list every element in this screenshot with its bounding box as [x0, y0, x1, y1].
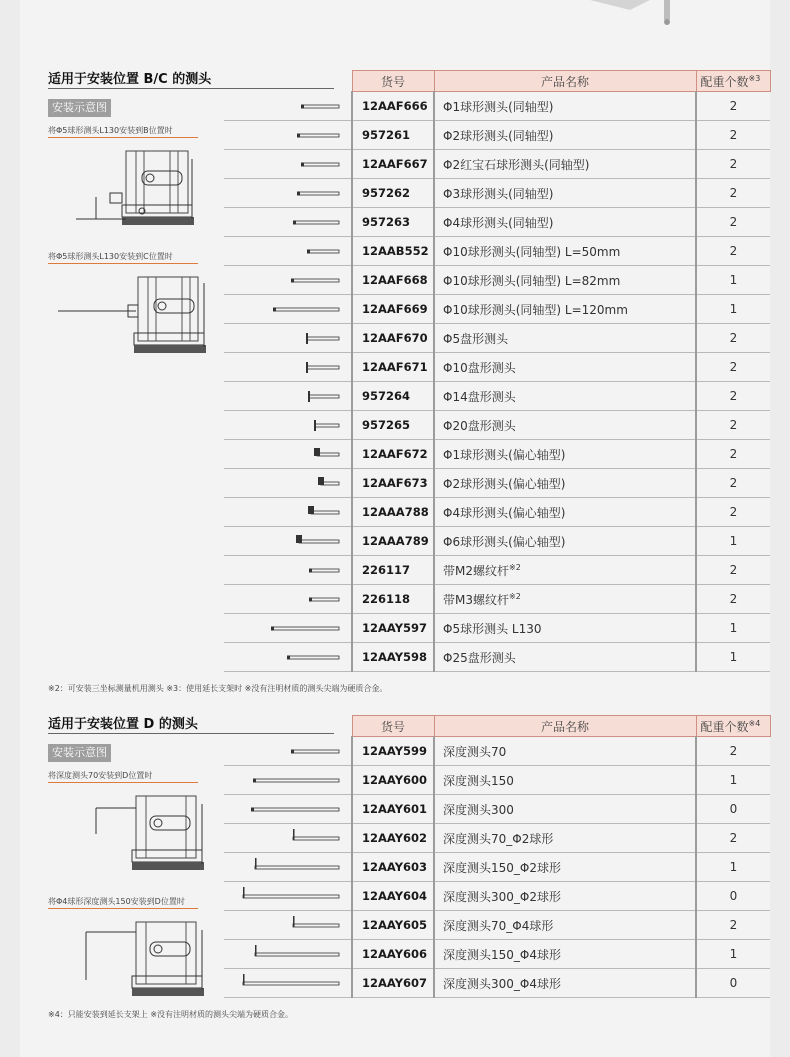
- product-name-cell: [434, 469, 696, 498]
- product-code: 12AAF666: [352, 92, 434, 121]
- section-bc: [48, 62, 770, 702]
- probe-icon: [241, 184, 341, 202]
- probe-icon: [241, 619, 341, 637]
- probe-image-cell: [224, 585, 352, 614]
- product-name: Φ10球形测头(同轴型) L=120mm: [443, 302, 628, 317]
- table-row: [224, 882, 770, 911]
- table-row: [224, 766, 770, 795]
- product-name: 深度测头70: [443, 744, 507, 759]
- weight-count: 2: [696, 469, 770, 498]
- header-count: [696, 716, 770, 737]
- probe-icon: [241, 242, 341, 260]
- product-name: Φ5盘形测头: [443, 331, 509, 346]
- product-name: 带M2螺纹杆: [443, 563, 509, 578]
- footnote-ref: ※2: [509, 591, 521, 601]
- weight-count: 0: [696, 969, 770, 998]
- probe-image-cell: [224, 121, 352, 150]
- product-code: 957265: [352, 411, 434, 440]
- probe-image-cell: [224, 853, 352, 882]
- product-code: 12AAY605: [352, 911, 434, 940]
- product-name: Φ25盘形测头: [443, 650, 516, 665]
- product-name: Φ5球形测头 L130: [443, 621, 542, 636]
- probe-image-cell: [224, 411, 352, 440]
- weight-count: 1: [696, 766, 770, 795]
- product-name-cell: [434, 795, 696, 824]
- probe-icon: [241, 771, 341, 789]
- table-body: [224, 737, 770, 998]
- weight-count: 1: [696, 643, 770, 672]
- product-code: 12AAY603: [352, 853, 434, 882]
- probe-image-cell: [224, 911, 352, 940]
- table-row: [224, 295, 770, 324]
- probe-image-cell: [224, 527, 352, 556]
- probe-icon: [241, 742, 341, 760]
- probe-icon: [241, 387, 341, 405]
- product-name-cell: [434, 121, 696, 150]
- product-name: Φ2红宝石球形测头(同轴型): [443, 157, 590, 172]
- probe-image-cell: [224, 324, 352, 353]
- probe-icon: [241, 648, 341, 666]
- product-code: 12AAF671: [352, 353, 434, 382]
- probe-image-cell: [224, 643, 352, 672]
- table-row: [224, 440, 770, 469]
- probe-icon: [241, 561, 341, 579]
- weight-count: 2: [696, 353, 770, 382]
- probe-icon: [241, 916, 341, 934]
- weight-count: 2: [696, 737, 770, 766]
- product-code: 12AAF672: [352, 440, 434, 469]
- diagram-caption: 将Φ5球形测头L130安装到C位置时: [48, 251, 198, 264]
- product-code: 226118: [352, 585, 434, 614]
- product-code: 957263: [352, 208, 434, 237]
- probe-image-cell: [224, 614, 352, 643]
- table-row: [224, 92, 770, 121]
- weight-count: 2: [696, 382, 770, 411]
- weight-count: 2: [696, 411, 770, 440]
- probe-image-cell: [224, 150, 352, 179]
- probe-icon: [241, 974, 341, 992]
- product-name: 深度测头70_Φ4球形: [443, 918, 554, 933]
- probe-icon: [241, 358, 341, 376]
- probe-image-cell: [224, 469, 352, 498]
- product-name: Φ10球形测头(同轴型) L=50mm: [443, 244, 621, 259]
- install-diagram-tag: 安装示意图: [48, 744, 111, 762]
- probe-table-d: [224, 715, 771, 998]
- table-row: [224, 737, 770, 766]
- footnote: ※4：只能安装到延长支架上 ※没有注明材质的测头尖端为硬质合金。: [48, 1010, 294, 1019]
- weight-count: 2: [696, 585, 770, 614]
- probe-image-cell: [224, 353, 352, 382]
- footnote-ref: ※2: [509, 562, 521, 572]
- table-row: [224, 469, 770, 498]
- probe-icon: [241, 213, 341, 231]
- product-name: 深度测头150_Φ4球形: [443, 947, 561, 962]
- product-code: 12AAY601: [352, 795, 434, 824]
- product-name-cell: [434, 766, 696, 795]
- probe-icon: [241, 887, 341, 905]
- probe-image-cell: [224, 498, 352, 527]
- weight-count: 1: [696, 853, 770, 882]
- table-row: [224, 411, 770, 440]
- product-name: Φ3球形测头(同轴型): [443, 186, 554, 201]
- table-row: [224, 853, 770, 882]
- header-count-ref: ※3: [748, 73, 761, 83]
- machine-diagram-d1: [66, 794, 222, 874]
- product-name: Φ2球形测头(同轴型): [443, 128, 554, 143]
- table-row: [224, 353, 770, 382]
- weight-count: 1: [696, 295, 770, 324]
- weight-count: 2: [696, 92, 770, 121]
- product-code: 12AAF669: [352, 295, 434, 324]
- product-code: 226117: [352, 556, 434, 585]
- diagram-caption: 将深度测头70安装到D位置时: [48, 770, 198, 783]
- product-name-cell: [434, 882, 696, 911]
- product-code: 12AAY600: [352, 766, 434, 795]
- table-row: [224, 179, 770, 208]
- diagram-caption: 将Φ4球形深度测头150安装到D位置时: [48, 896, 198, 909]
- product-name-cell: [434, 208, 696, 237]
- product-code: 957262: [352, 179, 434, 208]
- weight-count: 1: [696, 266, 770, 295]
- product-name-cell: [434, 92, 696, 121]
- probe-image-cell: [224, 556, 352, 585]
- product-name-cell: [434, 382, 696, 411]
- header-count-label: 配重个数: [700, 74, 749, 89]
- product-code: 12AAF670: [352, 324, 434, 353]
- table-row: [224, 382, 770, 411]
- product-name: 深度测头150: [443, 773, 514, 788]
- table-row: [224, 150, 770, 179]
- diagram-caption: 将Φ5球形测头L130安装到B位置时: [48, 125, 198, 138]
- product-code: 12AAA788: [352, 498, 434, 527]
- probe-image-cell: [224, 440, 352, 469]
- table-row: [224, 643, 770, 672]
- product-code: 12AAF673: [352, 469, 434, 498]
- product-name-cell: [434, 614, 696, 643]
- probe-image-cell: [224, 237, 352, 266]
- probe-icon: [241, 532, 341, 550]
- product-name: 深度测头300: [443, 802, 514, 817]
- table-row: [224, 585, 770, 614]
- product-code: 12AAY598: [352, 643, 434, 672]
- probe-icon: [241, 126, 341, 144]
- product-name: Φ10盘形测头: [443, 360, 516, 375]
- product-name: 深度测头300_Φ2球形: [443, 889, 561, 904]
- probe-image-cell: [224, 92, 352, 121]
- product-name-cell: [434, 324, 696, 353]
- probe-icon: [241, 97, 341, 115]
- product-name-cell: [434, 266, 696, 295]
- probe-image-cell: [224, 824, 352, 853]
- product-name-cell: [434, 411, 696, 440]
- header-code: 货号: [352, 71, 434, 92]
- probe-icon: [241, 858, 341, 876]
- table-row: [224, 324, 770, 353]
- product-name-cell: [434, 353, 696, 382]
- product-name-cell: [434, 969, 696, 998]
- table-row: [224, 969, 770, 998]
- table-row: [224, 940, 770, 969]
- product-name-cell: [434, 150, 696, 179]
- table-row: [224, 498, 770, 527]
- catalog-page: [20, 0, 770, 1057]
- table-row: [224, 237, 770, 266]
- product-name: Φ1球形测头(同轴型): [443, 99, 554, 114]
- product-code: 12AAF668: [352, 266, 434, 295]
- product-code: 12AAY607: [352, 969, 434, 998]
- weight-count: 2: [696, 121, 770, 150]
- probe-icon: [241, 945, 341, 963]
- probe-icon: [241, 829, 341, 847]
- product-name-cell: [434, 643, 696, 672]
- product-code: 12AAY597: [352, 614, 434, 643]
- probe-icon: [241, 271, 341, 289]
- weight-count: 1: [696, 614, 770, 643]
- weight-count: 2: [696, 150, 770, 179]
- product-name: Φ4球形测头(偏心轴型): [443, 505, 566, 520]
- probe-image-cell: [224, 969, 352, 998]
- table-header-row: [224, 716, 770, 737]
- product-name-cell: [434, 237, 696, 266]
- product-name: 深度测头150_Φ2球形: [443, 860, 561, 875]
- blank-header: [224, 716, 352, 737]
- probe-icon: [241, 590, 341, 608]
- weight-count: 2: [696, 237, 770, 266]
- gauge-decoration: [590, 0, 700, 28]
- probe-icon: [241, 155, 341, 173]
- product-name-cell: [434, 824, 696, 853]
- product-name-cell: [434, 853, 696, 882]
- product-code: 12AAA789: [352, 527, 434, 556]
- section-title: 适用于安装位置 D 的测头: [48, 717, 198, 732]
- header-name: 产品名称: [434, 716, 696, 737]
- product-name-cell: [434, 556, 696, 585]
- weight-count: 2: [696, 208, 770, 237]
- product-code: 12AAY599: [352, 737, 434, 766]
- footnote: ※2：可安装三坐标测量机用测头 ※3：使用延长支架时 ※没有注明材质的测头尖端为硬质合金。: [48, 684, 388, 693]
- weight-count: 2: [696, 440, 770, 469]
- probe-icon: [241, 474, 341, 492]
- header-count-ref: ※4: [748, 718, 761, 728]
- section-title: 适用于安装位置 B/C 的测头: [48, 72, 212, 87]
- table-row: [224, 121, 770, 150]
- weight-count: 2: [696, 911, 770, 940]
- product-name: Φ2球形测头(偏心轴型): [443, 476, 566, 491]
- product-code: 12AAY606: [352, 940, 434, 969]
- product-code: 12AAY604: [352, 882, 434, 911]
- product-name-cell: [434, 527, 696, 556]
- probe-table-bc: [224, 70, 771, 672]
- probe-image-cell: [224, 266, 352, 295]
- probe-icon: [241, 800, 341, 818]
- probe-image-cell: [224, 795, 352, 824]
- probe-image-cell: [224, 882, 352, 911]
- weight-count: 0: [696, 882, 770, 911]
- probe-icon: [241, 416, 341, 434]
- product-name-cell: [434, 940, 696, 969]
- weight-count: 2: [696, 324, 770, 353]
- product-name-cell: [434, 179, 696, 208]
- machine-diagram-d2: [66, 920, 222, 1000]
- product-name: 深度测头300_Φ4球形: [443, 976, 561, 991]
- product-name: Φ20盘形测头: [443, 418, 516, 433]
- header-code: 货号: [352, 716, 434, 737]
- product-name: Φ10球形测头(同轴型) L=82mm: [443, 273, 621, 288]
- weight-count: 2: [696, 498, 770, 527]
- table-row: [224, 911, 770, 940]
- probe-icon: [241, 329, 341, 347]
- probe-icon: [241, 445, 341, 463]
- product-code: 957261: [352, 121, 434, 150]
- probe-image-cell: [224, 766, 352, 795]
- weight-count: 1: [696, 527, 770, 556]
- probe-image-cell: [224, 208, 352, 237]
- table-row: [224, 527, 770, 556]
- product-name-cell: [434, 295, 696, 324]
- table-header-row: [224, 71, 770, 92]
- machine-diagram-c: [58, 275, 222, 355]
- weight-count: 2: [696, 179, 770, 208]
- probe-icon: [241, 300, 341, 318]
- probe-image-cell: [224, 295, 352, 324]
- header-name: 产品名称: [434, 71, 696, 92]
- machine-diagram-b: [66, 149, 222, 229]
- product-name-cell: [434, 498, 696, 527]
- table-row: [224, 208, 770, 237]
- product-name: Φ1球形测头(偏心轴型): [443, 447, 566, 462]
- section-d: [48, 707, 770, 1027]
- probe-image-cell: [224, 737, 352, 766]
- product-name-cell: [434, 737, 696, 766]
- weight-count: 2: [696, 556, 770, 585]
- product-name-cell: [434, 440, 696, 469]
- blank-header: [224, 71, 352, 92]
- product-name: Φ14盘形测头: [443, 389, 516, 404]
- product-code: 12AAB552: [352, 237, 434, 266]
- table-row: [224, 824, 770, 853]
- table-row: [224, 614, 770, 643]
- weight-count: 0: [696, 795, 770, 824]
- table-row: [224, 266, 770, 295]
- product-name: Φ6球形测头(偏心轴型): [443, 534, 566, 549]
- table-row: [224, 795, 770, 824]
- table-row: [224, 556, 770, 585]
- weight-count: 2: [696, 824, 770, 853]
- product-name: 带M3螺纹杆: [443, 592, 509, 607]
- weight-count: 1: [696, 940, 770, 969]
- product-name-cell: [434, 911, 696, 940]
- table-body: [224, 92, 770, 672]
- product-code: 12AAF667: [352, 150, 434, 179]
- probe-image-cell: [224, 940, 352, 969]
- probe-icon: [241, 503, 341, 521]
- install-diagram-tag: 安装示意图: [48, 99, 111, 117]
- product-name-cell: [434, 585, 696, 614]
- probe-image-cell: [224, 179, 352, 208]
- product-code: 957264: [352, 382, 434, 411]
- header-count: [696, 71, 770, 92]
- probe-image-cell: [224, 382, 352, 411]
- product-name: Φ4球形测头(同轴型): [443, 215, 554, 230]
- product-code: 12AAY602: [352, 824, 434, 853]
- header-count-label: 配重个数: [700, 719, 749, 734]
- product-name: 深度测头70_Φ2球形: [443, 831, 554, 846]
